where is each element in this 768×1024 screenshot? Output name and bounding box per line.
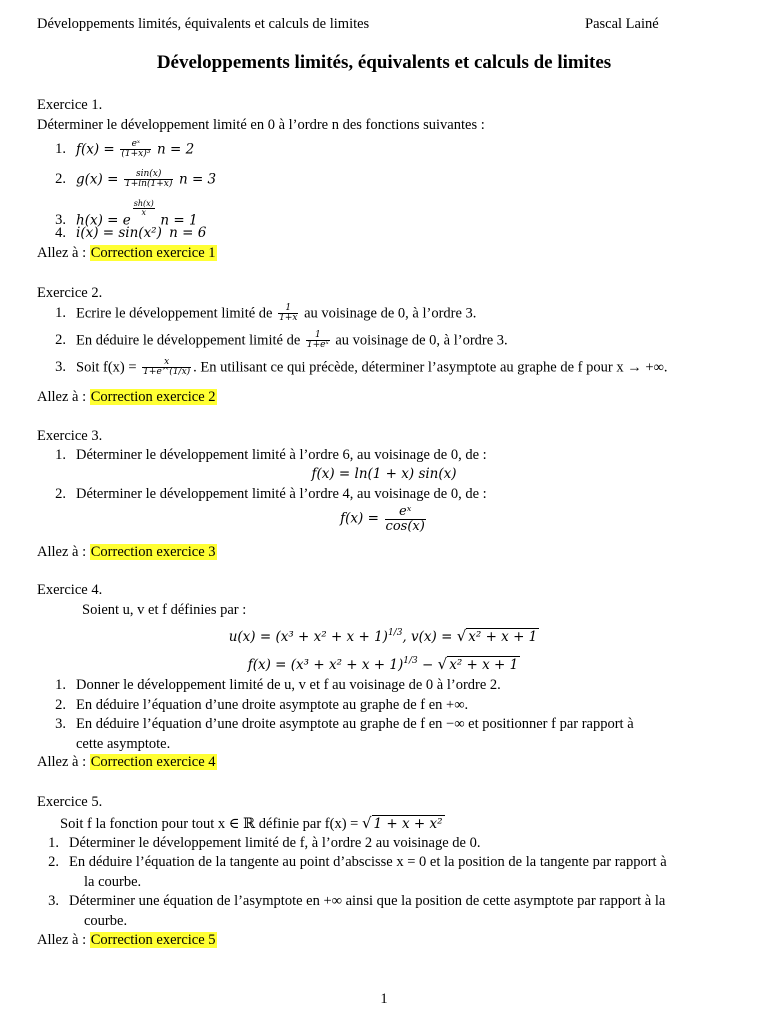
exercise-4-item-3-continued: cette asymptote. (76, 736, 171, 752)
exercise-5-item-2: 2. En déduire l’équation de la tangente au point d’abscisse x = 0 et la position de la tangente par rapport à (48, 854, 667, 870)
exercise-2-item-1: 1. Ecrire le développement limité de $\frac{1}{1+x}$ au voisinage de 0, à l’ordre 3. (55, 303, 477, 324)
correction-link-1[interactable]: Correction exercice 1 (90, 245, 216, 261)
exercise-3-item-2: 2. Déterminer le développement limité à l’ordre 4, au voisinage de 0, de : (55, 486, 487, 502)
running-header-author: Pascal Lainé (585, 16, 659, 32)
exercise-5-item-1: 1. Déterminer le développement limité de f, à l’ordre 2 au voisinage de 0. (48, 835, 481, 851)
exercise-2-item-3: 3. Soit f(x) = $\frac{x}{1+e\^{}(1/x)}$ . En utilisant ce qui précède, déterminer l’asymptote au graphe de f pour x → +∞. (55, 357, 668, 378)
exercise-5-item-3: 3. Déterminer une équation de l’asymptote en +∞ ainsi que la position de cette asymptote par rapport à la (48, 893, 666, 909)
exercise-1-item-1: 1. f(x) = $\frac{\text{eˣ}}{\text{(1+x)³}}$ n = 2 (55, 139, 195, 160)
exercise-4-equation-2: $f(x) = (x^3 + x^2 + x + 1)^{1/3}$ − √ x² + x + 1 (247, 655, 519, 673)
exercise-5-item-3-continued: courbe. (84, 913, 128, 929)
exercise-4-item-1: 1. Donner le développement limité de u, v et f au voisinage de 0 à l’ordre 2. (55, 677, 501, 693)
page-title: Développements limités, équivalents et calculs de limites (156, 52, 612, 73)
correction-link-5[interactable]: Correction exercice 5 (90, 932, 216, 948)
exercise-2-title: Exercice 2. (37, 285, 103, 301)
running-header-left: Développements limités, équivalents et calculs de limites (37, 16, 370, 32)
correction-link-2[interactable]: Correction exercice 2 (90, 389, 216, 405)
exercise-4-correction-link-row: Allez à : Correction exercice 4 (37, 754, 216, 770)
exercise-4-item-3: 3. En déduire l’équation d’une droite asymptote au graphe de f en −∞ et positionner f par rapport à (55, 716, 634, 732)
exercise-4-title: Exercice 4. (37, 582, 103, 598)
exercise-4-intro: Soient u, v et f définies par : (82, 602, 247, 618)
fraction: $\frac{x}{1+e\^{}(1/x)}$ (143, 357, 191, 378)
fraction: $\frac{\sin(x)}{1+\ln(1+x)}$ (125, 169, 173, 190)
exercise-1-correction-link-row: Allez à : Correction exercice 1 (37, 245, 216, 261)
exercise-3-equation-1: f(x) = ln(1 + x) sin(x) (311, 466, 457, 482)
correction-link-4[interactable]: Correction exercice 4 (90, 754, 216, 770)
fraction: $\frac{1}{1+x}$ (279, 303, 298, 324)
exercise-2-correction-link-row: Allez à : Correction exercice 2 (37, 389, 216, 405)
exercise-3-title: Exercice 3. (37, 428, 103, 444)
exercise-1-item-3: 3. h(x) = e $\frac{sh(x)}{x}$ n = 1 (55, 199, 198, 229)
correction-link-3[interactable]: Correction exercice 3 (90, 544, 216, 560)
exercise-4-item-2: 2. En déduire l’équation d’une droite asymptote au graphe de f en +∞. (55, 697, 469, 713)
page-number: 1 (380, 991, 388, 1007)
exercise-4-equation-1: $u(x) = (x^3 + x^2 + x + 1)^{1/3}$, v(x) = √ x² + x + 1 (228, 627, 538, 645)
exercise-5-item-2-continued: la courbe. (84, 874, 142, 890)
exercise-1-intro: Déterminer le développement limité en 0 à l’ordre n des fonctions suivantes : (37, 117, 485, 133)
fraction: $\frac{\text{eˣ}}{\cos(x)}$ (385, 504, 425, 534)
exercise-3-item-1: 1. Déterminer le développement limité à l’ordre 6, au voisinage de 0, de : (55, 447, 487, 463)
exercise-3-equation-2: f(x) = $\frac{\text{eˣ}}{\cos(x)}$ (340, 504, 425, 534)
fraction: $\frac{\text{eˣ}}{\text{(1+x)³}}$ (121, 139, 151, 160)
exercise-1-item-2: 2. g(x) = $\frac{\sin(x)}{1+\ln(1+x)}$ n = 3 (55, 169, 217, 190)
exercise-5-title: Exercice 5. (37, 794, 103, 810)
exponent-fraction: $\frac{sh(x)}{x}$ (133, 199, 154, 218)
exercise-3-correction-link-row: Allez à : Correction exercice 3 (37, 544, 216, 560)
exercise-5-intro: Soit f la fonction pour tout x ∈ ℝ définie par f(x) = √ 1 + x + x² (60, 814, 443, 832)
exercise-1-title: Exercice 1. (37, 97, 103, 113)
exercise-2-item-2: 2. En déduire le développement limité de $\frac{1}{\text{1+eˣ}}$ au voisinage de 0, à l’ordre 3. (55, 330, 508, 351)
exercise-1-item-4: 4. i(x) = sin(x²) n = 6 (55, 225, 207, 241)
fraction: $\frac{1}{\text{1+eˣ}}$ (306, 330, 329, 351)
exercise-5-correction-link-row: Allez à : Correction exercice 5 (37, 932, 216, 948)
